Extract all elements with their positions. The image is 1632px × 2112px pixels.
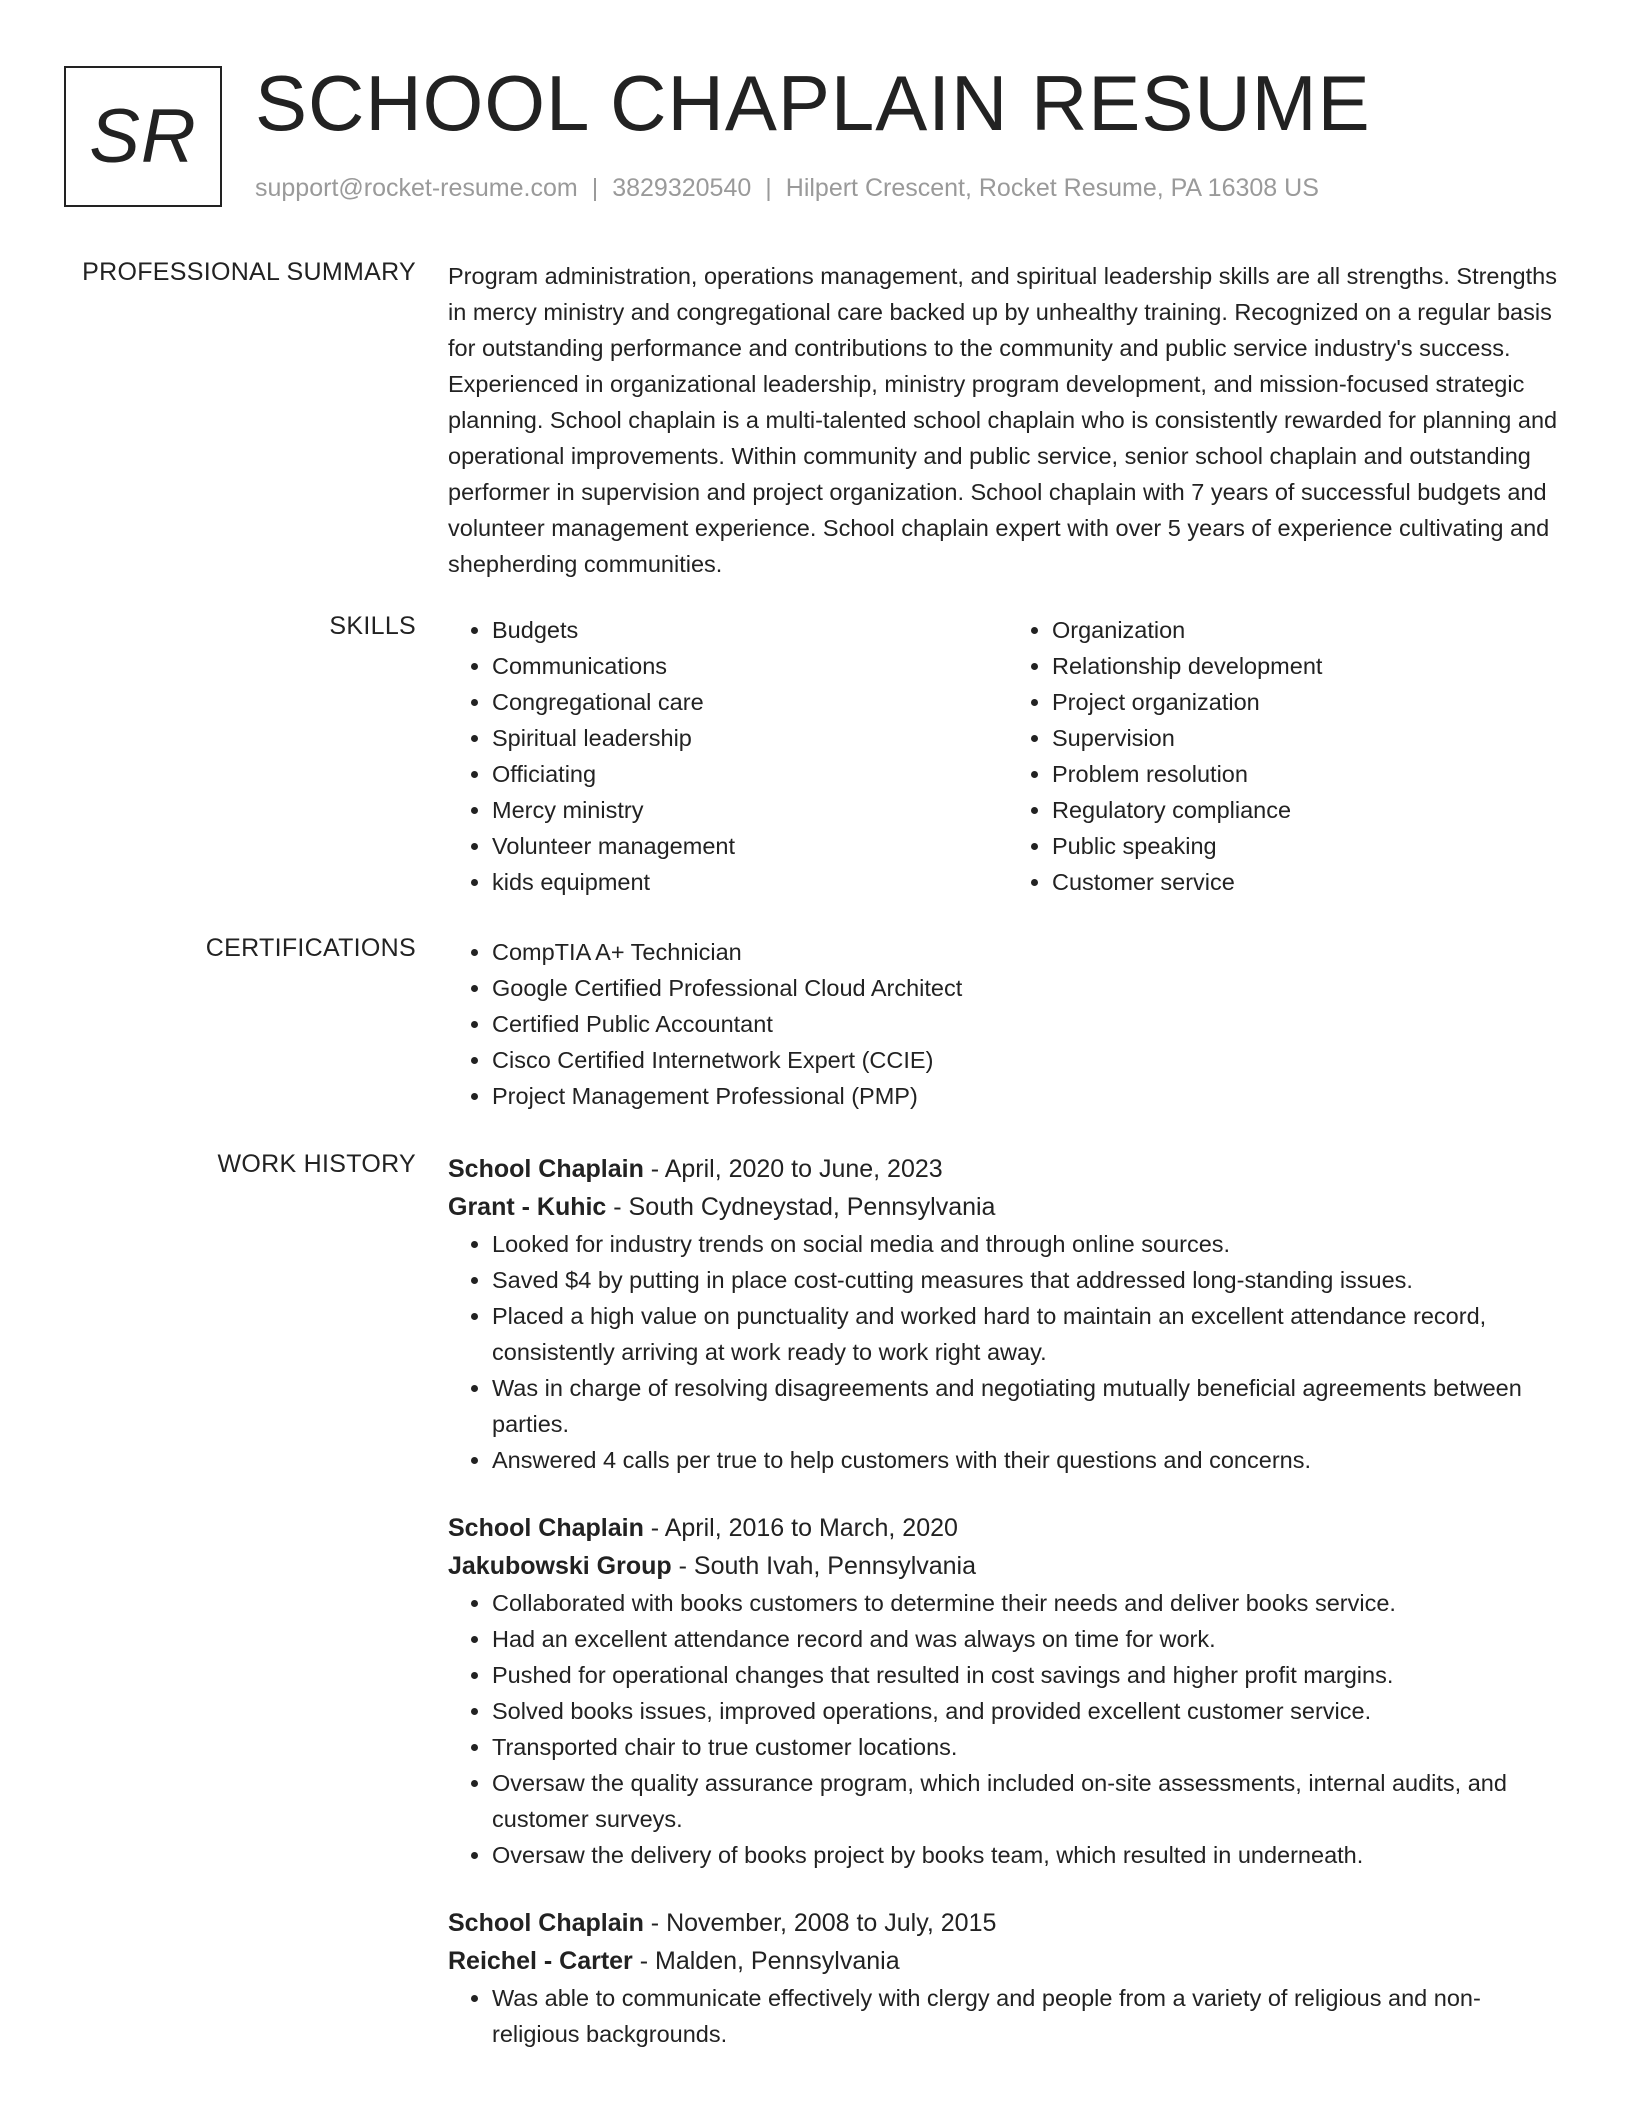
skills-list-right (1008, 612, 1568, 900)
job-dates: - April, 2016 to March, 2020 (643, 1514, 958, 1542)
job-title: School Chaplain (448, 1514, 644, 1542)
skill-item: • Organization (1052, 612, 1568, 648)
certification-item: • Cisco Certified Internetwork Expert (CCIE) (492, 1042, 1568, 1078)
contact-line (255, 174, 1319, 203)
job-company: Reichel - Carter (448, 1947, 633, 1975)
job-bullet: • Pushed for operational changes that resulted in cost savings and higher profit margins. (492, 1657, 1568, 1693)
skill-item: • Budgets (492, 612, 1008, 648)
job-entry (448, 1150, 1568, 1478)
contact-separator: | (591, 174, 599, 202)
summary-body (448, 258, 1568, 582)
job-title-line (448, 1509, 1568, 1547)
job-bullet: • Was able to communicate effectively with clergy and people from a variety of religious and non-religious backgrounds. (492, 1980, 1568, 2052)
job-bullet: • Solved books issues, improved operations, and provided excellent customer service. (492, 1693, 1568, 1729)
job-bullet: • Looked for industry trends on social media and through online sources. (492, 1226, 1568, 1262)
job-bullet: • Placed a high value on punctuality and worked hard to maintain an excellent attendance record, consistently arriving at work ready to work right away. (492, 1298, 1568, 1370)
skills-label: SKILLS (329, 612, 416, 640)
skill-item: • Congregational care (492, 684, 1008, 720)
job-entry (448, 1904, 1568, 2052)
job-entry (448, 1509, 1568, 1873)
skills-list-left (448, 612, 1008, 900)
job-bullet: • Was in charge of resolving disagreements and negotiating mutually beneficial agreements between parties. (492, 1370, 1568, 1442)
skill-item: • Volunteer management (492, 828, 1008, 864)
job-dates: - November, 2008 to July, 2015 (643, 1909, 997, 1937)
job-title-line (448, 1150, 1568, 1188)
job-title: School Chaplain (448, 1909, 644, 1937)
skill-item: • Public speaking (1052, 828, 1568, 864)
skill-item: • Relationship development (1052, 648, 1568, 684)
job-bullet: • Oversaw the quality assurance program, which included on-site assessments, internal audits, and customer surveys. (492, 1765, 1568, 1837)
certification-item: • CompTIA A+ Technician (492, 934, 1568, 970)
skill-item: • kids equipment (492, 864, 1008, 900)
skill-item: • Supervision (1052, 720, 1568, 756)
contact-separator: | (765, 174, 772, 202)
certifications-list (448, 934, 1568, 1114)
job-bullets (448, 1585, 1568, 1873)
skill-item: • Regulatory compliance (1052, 792, 1568, 828)
job-bullet: • Saved $4 by putting in place cost-cutting measures that addressed long-standing issues. (492, 1262, 1568, 1298)
skill-item: • Spiritual leadership (492, 720, 1008, 756)
job-company: Grant - Kuhic (448, 1193, 607, 1221)
contact-phone: 3829320540 (612, 174, 752, 202)
job-bullet: • Oversaw the delivery of books project by books team, which resulted in underneath. (492, 1837, 1568, 1873)
job-dates: - April, 2020 to June, 2023 (643, 1155, 943, 1183)
skill-item: • Customer service (1052, 864, 1568, 900)
summary-label: PROFESSIONAL SUMMARY (82, 258, 416, 286)
monogram-logo: SR (64, 66, 222, 207)
job-bullet: • Transported chair to true customer locations. (492, 1729, 1568, 1765)
job-bullet: • Collaborated with books customers to determine their needs and deliver books service. (492, 1585, 1568, 1621)
certification-item: • Project Management Professional (PMP) (492, 1078, 1568, 1114)
certifications-body (448, 934, 1568, 1114)
job-bullet: • Answered 4 calls per true to help customers with their questions and concerns. (492, 1442, 1568, 1478)
skills-body (448, 612, 1568, 900)
job-location: - South Cydneystad, Pennsylvania (606, 1193, 996, 1221)
work-history-label: WORK HISTORY (217, 1150, 416, 1178)
work-history-body (448, 1150, 1568, 2052)
contact-email: support@rocket-resume.com (255, 174, 578, 202)
job-location: - Malden, Pennsylvania (632, 1947, 900, 1975)
skill-item: • Mercy ministry (492, 792, 1008, 828)
resume-header (64, 59, 1568, 216)
certifications-label: CERTIFICATIONS (205, 934, 416, 962)
job-title: School Chaplain (448, 1155, 644, 1183)
page-title: SCHOOL CHAPLAIN RESUME (255, 59, 1371, 147)
certification-item: • Google Certified Professional Cloud Architect (492, 970, 1568, 1006)
job-company: Jakubowski Group (448, 1552, 672, 1580)
job-title-line (448, 1904, 1568, 1942)
job-bullets (448, 1226, 1568, 1478)
job-company-line (448, 1547, 1568, 1585)
contact-address: Hilpert Crescent, Rocket Resume, PA 16308 US (785, 174, 1319, 202)
summary-text: Program administration, operations management, and spiritual leadership skills are all strengths. Strengths in mercy ministry and congregational care backed up by unhealthy training. Recognized on a regular basis for outstanding performance and contributions to the community and public service industry's success. Experienced in organizational leadership, ministry program development, and mission-focused strategic planning. School chaplain is a multi-talented school chaplain who is consistently rewarded for planning and operational improvements. Within community and public service, senior school chaplain and outstanding performer in supervision and project organization. School chaplain with 7 years of successful budgets and volunteer management experience. School chaplain expert with over 5 years of experience cultivating and shepherding communities. (448, 263, 1558, 577)
skill-item: • Officiating (492, 756, 1008, 792)
job-company-line (448, 1188, 1568, 1226)
job-company-line (448, 1942, 1568, 1980)
job-bullets (448, 1980, 1568, 2052)
job-location: - South Ivah, Pennsylvania (671, 1552, 977, 1580)
skill-item: • Project organization (1052, 684, 1568, 720)
skill-item: • Communications (492, 648, 1008, 684)
certification-item: • Certified Public Accountant (492, 1006, 1568, 1042)
job-bullet: • Had an excellent attendance record and was always on time for work. (492, 1621, 1568, 1657)
skill-item: • Problem resolution (1052, 756, 1568, 792)
